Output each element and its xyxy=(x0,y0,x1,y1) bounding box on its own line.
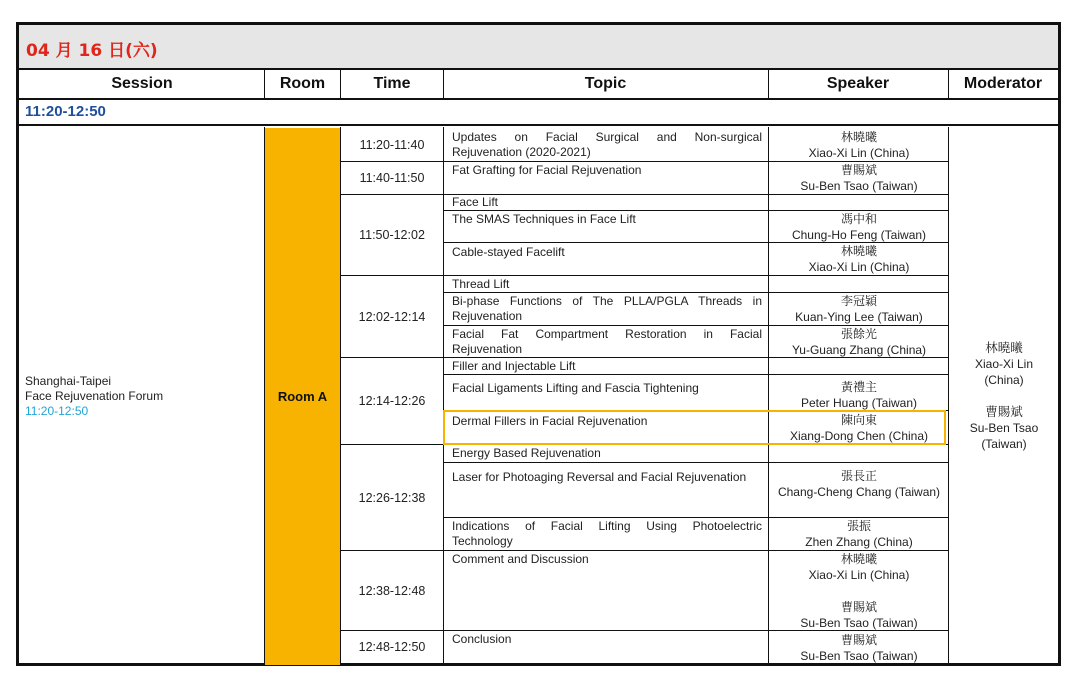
speaker-name-en: Xiao-Xi Lin (China) xyxy=(808,146,910,160)
topic: Updates on Facial Surgical and Non-surgical Rejuvenation (2020-2021) xyxy=(452,130,762,159)
speaker-name-zh: 馮中和 xyxy=(840,212,877,226)
speaker xyxy=(770,326,948,358)
speaker xyxy=(770,129,948,161)
topic: Bi-phase Functions of The PLLA/PGLA Threads in Rejuvenation xyxy=(452,294,762,323)
topic-group-header: Face Lift xyxy=(452,195,499,209)
moderator xyxy=(949,340,1059,388)
column-divider xyxy=(264,127,265,665)
session-line1: Shanghai-Taipei xyxy=(25,374,112,388)
column-divider xyxy=(948,127,949,665)
speaker-name-en: Xiang-Dong Chen (China) xyxy=(789,429,929,443)
time-band-label: 11:20-12:50 xyxy=(25,103,106,120)
header-divider xyxy=(948,70,949,98)
time-slot: 11:50-12:02 xyxy=(359,228,425,242)
speaker-name-zh: 林曉曦 xyxy=(840,130,877,144)
topic: Facial Fat Compartment Restoration in Facial Rejuvenation xyxy=(452,327,762,356)
speaker xyxy=(770,468,948,500)
speaker-name-zh: 曹賜斌 xyxy=(840,163,877,177)
session-line2: Face Rejuvenation Forum xyxy=(25,389,164,403)
time-slot: 11:40-11:50 xyxy=(359,171,425,185)
speaker-name-zh: 黃禮主 xyxy=(840,380,877,394)
time-slot: 12:02-12:14 xyxy=(358,310,426,324)
column-divider xyxy=(443,127,444,665)
date-title: 04 月 16 日(六) xyxy=(26,41,158,61)
speaker-name-en: Xiao-Xi Lin (China) xyxy=(808,260,910,274)
speaker xyxy=(770,599,948,631)
time-slot: 12:48-12:50 xyxy=(358,640,426,654)
moderator-region: (Taiwan) xyxy=(981,437,1027,451)
speaker xyxy=(770,551,948,583)
topic: Conclusion xyxy=(452,632,512,646)
topic: The SMAS Techniques in Face Lift xyxy=(452,212,636,226)
topic-group-header: Filler and Injectable Lift xyxy=(452,359,576,373)
speaker-name-en: Su-Ben Tsao (Taiwan) xyxy=(800,179,918,193)
topic: Comment and Discussion xyxy=(452,552,589,566)
speaker-name-zh: 張長正 xyxy=(840,469,877,483)
session-name xyxy=(25,374,163,419)
speaker xyxy=(770,632,948,664)
header-time: Time xyxy=(373,75,411,92)
speaker-name-zh: 張餘光 xyxy=(840,327,877,341)
topic: Laser for Photoaging Reversal and Facial Rejuvenation xyxy=(452,470,747,484)
speaker-name-zh: 李冠穎 xyxy=(840,294,877,308)
topic: Fat Grafting for Facial Rejuvenation xyxy=(452,163,642,177)
time-band xyxy=(19,98,1058,126)
time-slot: 12:26-12:38 xyxy=(358,491,426,505)
speaker-name-en: Kuan-Ying Lee (Taiwan) xyxy=(795,310,923,324)
column-divider xyxy=(768,127,769,665)
speaker xyxy=(770,162,948,194)
speaker-name-en: Yu-Guang Zhang (China) xyxy=(791,343,927,357)
header-session: Session xyxy=(111,75,173,92)
speaker-name-zh: 曹賜斌 xyxy=(840,600,877,614)
speaker-name-en: Chang-Cheng Chang (Taiwan) xyxy=(777,485,941,499)
speaker-name-zh: 曹賜斌 xyxy=(840,633,877,647)
date-bar xyxy=(19,25,1058,70)
speaker xyxy=(770,518,948,550)
moderator-name-zh: 曹賜斌 xyxy=(985,404,1023,419)
speaker xyxy=(770,211,948,243)
moderator-name-en: Xiao-Xi Lin xyxy=(974,357,1034,371)
session-time: 11:20-12:50 xyxy=(25,404,89,418)
header-divider xyxy=(340,70,341,98)
row-divider xyxy=(444,462,948,463)
speaker-name-zh: 林曉曦 xyxy=(840,552,877,566)
header-topic: Topic xyxy=(584,75,627,92)
topic: Facial Ligaments Lifting and Fascia Tightening xyxy=(452,381,699,395)
row-divider xyxy=(444,374,948,375)
topic: Dermal Fillers in Facial Rejuvenation xyxy=(452,414,648,428)
speaker-name-zh: 陳向東 xyxy=(840,413,877,427)
moderator-name-zh: 林曉曦 xyxy=(985,340,1023,355)
room-label: Room A xyxy=(277,389,328,404)
header-room: Room xyxy=(279,75,326,92)
header-speaker: Speaker xyxy=(826,75,890,92)
speaker-name-en: Zhen Zhang (China) xyxy=(805,535,913,549)
topic: Indications of Facial Lifting Using Photoelectric Technology xyxy=(452,519,762,548)
header-divider xyxy=(443,70,444,98)
topic-group-header: Thread Lift xyxy=(452,277,510,291)
time-slot: 11:20-11:40 xyxy=(359,138,425,152)
speaker xyxy=(770,293,948,325)
speaker-name-en: Xiao-Xi Lin (China) xyxy=(808,568,910,582)
topic-group-header: Energy Based Rejuvenation xyxy=(452,446,601,460)
row-divider xyxy=(341,275,948,276)
header-divider xyxy=(768,70,769,98)
header-moderator: Moderator xyxy=(963,75,1043,92)
speaker-name-en: Su-Ben Tsao (Taiwan) xyxy=(800,649,918,663)
moderator-region: (China) xyxy=(984,373,1024,387)
speaker xyxy=(770,379,948,411)
time-slot: 12:14-12:26 xyxy=(358,394,426,408)
moderator-name-en: Su-Ben Tsao xyxy=(969,421,1039,435)
speaker-name-en: Chung-Ho Feng (Taiwan) xyxy=(791,228,927,242)
speaker-name-zh: 林曉曦 xyxy=(840,244,877,258)
speaker xyxy=(770,243,948,275)
header-divider xyxy=(264,70,265,98)
moderator xyxy=(949,404,1059,452)
highlight-box xyxy=(443,410,946,445)
speaker-name-zh: 張振 xyxy=(846,519,871,533)
speaker-name-en: Peter Huang (Taiwan) xyxy=(800,396,918,410)
time-slot: 12:38-12:48 xyxy=(358,584,426,598)
speaker-name-en: Su-Ben Tsao (Taiwan) xyxy=(800,616,918,630)
topic: Cable-stayed Facelift xyxy=(452,245,565,259)
